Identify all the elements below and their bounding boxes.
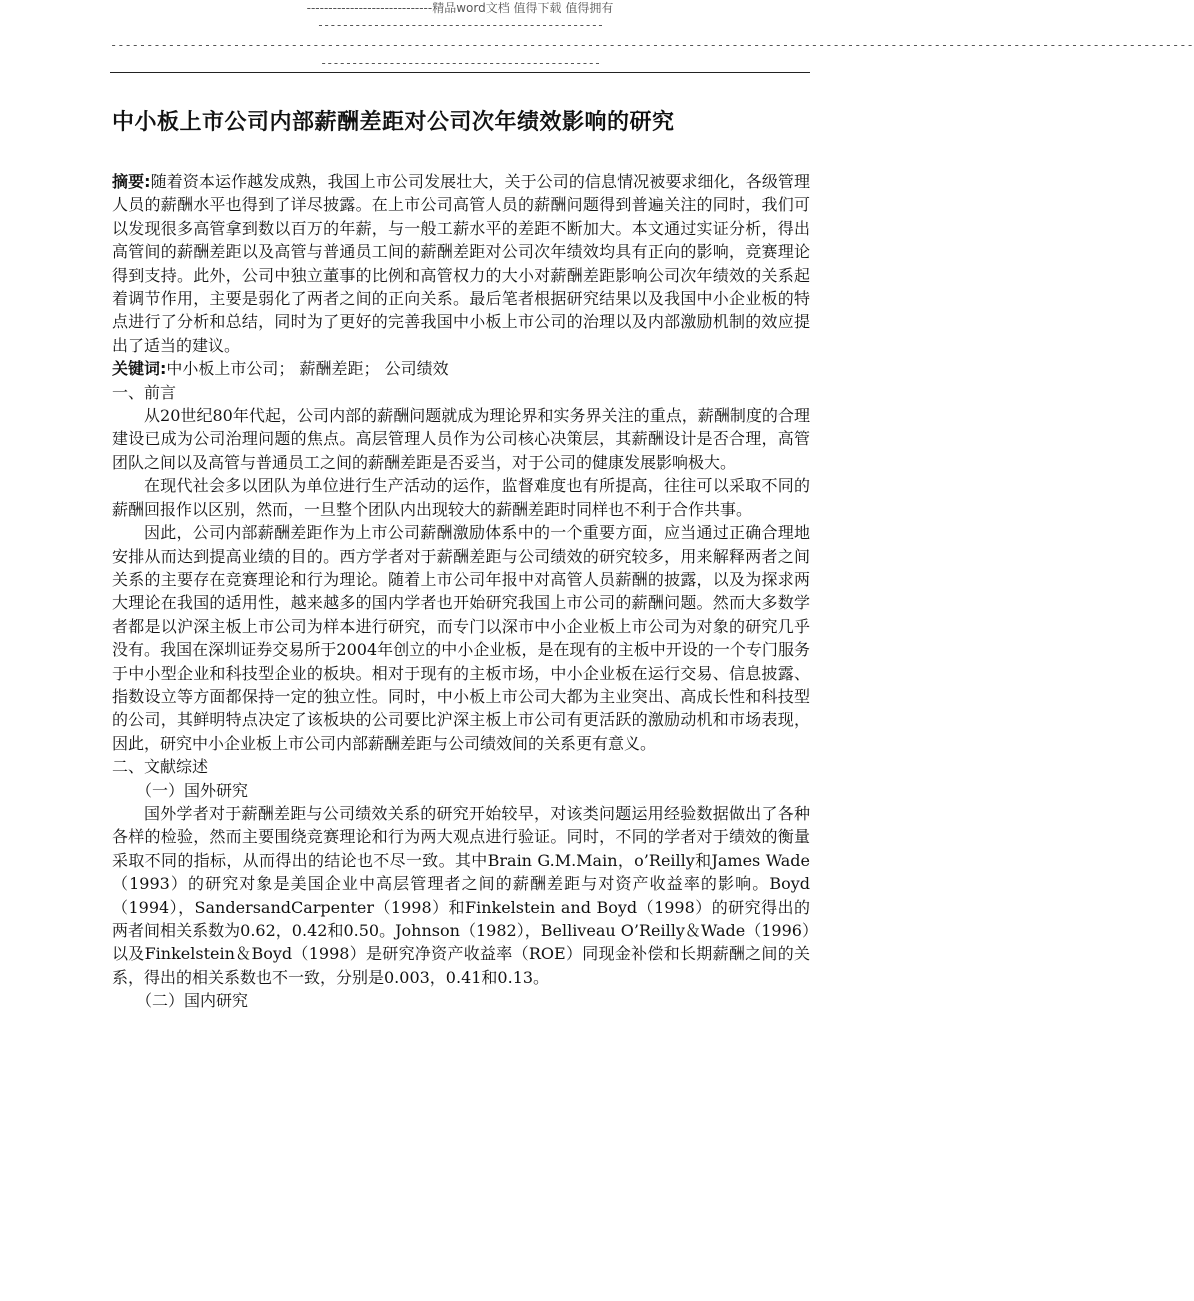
body-paragraph: 在现代社会多以团队为单位进行生产活动的运作，监督难度也有所提高，往往可以采取不同的薪酬回报作以区别，然而，一旦整个团队内出现较大的薪酬差距时同样也不利于合作共事。 [112, 476, 810, 519]
abstract-text: 随着资本运作越发成熟，我国上市公司发展壮大，关于公司的信息情况被要求细化，各级管理人员的薪酬水平也得到了详尽披露。在上市公司高管人员的薪酬问题得到普遍关注的同时，我们可以发现很多高管拿到数以百万的年薪，与一般工薪水平的差距不断加大。本文通过实证分析，得出高管间的薪酬差距以及高管与普通员工间的薪酬差距对公司次年绩效均具有正向的影响，竞赛理论得到支持。此外，公司中独立董事的比例和高管权力的大小对薪酬差距影响公司次年绩效的关系起着调节作用，主要是弱化了两者之间的正向关系。最后笔者根据研究结果以及我国中小企业板的特点进行了分析和总结，同时为了更好的完善我国中小板上市公司的治理以及内部激励机制的效应提出了适当的建议。 [112, 172, 810, 355]
subsection-heading: （二）国内研究 [136, 991, 249, 1011]
body-paragraph: 因此，公司内部薪酬差距作为上市公司薪酬激励体系中的一个重要方面，应当通过正确合理地安排从而达到提高业绩的目的。西方学者对于薪酬差距与公司绩效的研究较多，用来解释两者之间关系的主要存在竞赛理论和行为理论。随着上市公司年报中对高管人员薪酬的披露，以及为探求两大理论在我国的适用性，越来越多的国内学者也开始研究我国上市公司的薪酬问题。然而大多数学者都是以沪深主板上市公司为样本进行研究，而专门以深市中小企业板上市公司为对象的研究几乎没有。我国在深圳证券交易所于2004年创立的中小企业板，是在现有的主板中开设的一个专门服务于中小型企业和科技型企业的板块。相对于现有的主板市场，中小企业板在运行交易、信息披露、指数设立等方面都保持一定的独立性。同时，中小板上市公司大都为主业突出、高成长性和科技型的公司，其鲜明特点决定了该板块的公司要比沪深主板上市公司有更活跃的激励动机和市场表现，因此，研究中小企业板上市公司内部薪酬差距与公司绩效间的关系更有意义。 [112, 523, 810, 753]
keywords-text: 中小板上市公司； 薪酬差距； 公司绩效 [166, 359, 449, 379]
section-heading: 一、前言 [112, 382, 177, 402]
header-top-text: -----------------------------精品word文档 值得下载 值得拥有 [306, 1, 614, 15]
section-heading: 二、文献综述 [112, 757, 209, 777]
keywords-line [112, 357, 810, 380]
header-dash-line: --------------------------------------------- [319, 56, 601, 70]
keywords-label: 关键词: [112, 359, 167, 379]
header-dash-line: ---------------------------------------------- [316, 18, 604, 32]
abstract-paragraph [112, 170, 810, 357]
body-paragraph: 国外学者对于薪酬差距与公司绩效关系的研究开始较早，对该类问题运用经验数据做出了各种各样的检验，然而主要围绕竞赛理论和行为两大观点进行验证。同时，不同的学者对于绩效的衡量采取不同的指标，从而得出的结论也不尽一致。其中Brain G.M.Main，o’Reilly和James Wade（1993）的研究对象是美国企业中高层管理者之间的薪酬差距与对资产收益率的影响。Boyd（1994），SandersandCarpenter（1998）和Finkelstein and Boyd（1998）的研究得出的两者间相关系数为0.62，0.42和0.50。Johnson（1982），Belliveau O’Reilly＆Wade（1996）以及Finkelstein＆Boyd（1998）是研究净资产收益率（ROE）同现金补偿和长期薪酬之间的关系，得出的相关系数也不一致，分别是0.003，0.41和0.13。 [112, 803, 810, 987]
body-paragraph: 从20世纪80年代起，公司内部的薪酬问题就成为理论界和实务界关注的重点，薪酬制度的合理建设已成为公司治理问题的焦点。高层管理人员作为公司核心决策层，其薪酬设计是否合理，高管团队之间以及高管与普通员工之间的薪酬差距是否妥当，对于公司的健康发展影响极大。 [112, 406, 810, 472]
document-title: 中小板上市公司内部薪酬差距对公司次年绩效影响的研究 [112, 110, 675, 135]
subsection-heading: （一）国外研究 [136, 780, 249, 800]
header-dash-line: ------------------------------------------------------------------------------------------------------------------------------------------------------ [110, 38, 1194, 52]
abstract-label: 摘要: [112, 172, 151, 191]
document-body [112, 108, 810, 1013]
header-rule [110, 72, 810, 73]
